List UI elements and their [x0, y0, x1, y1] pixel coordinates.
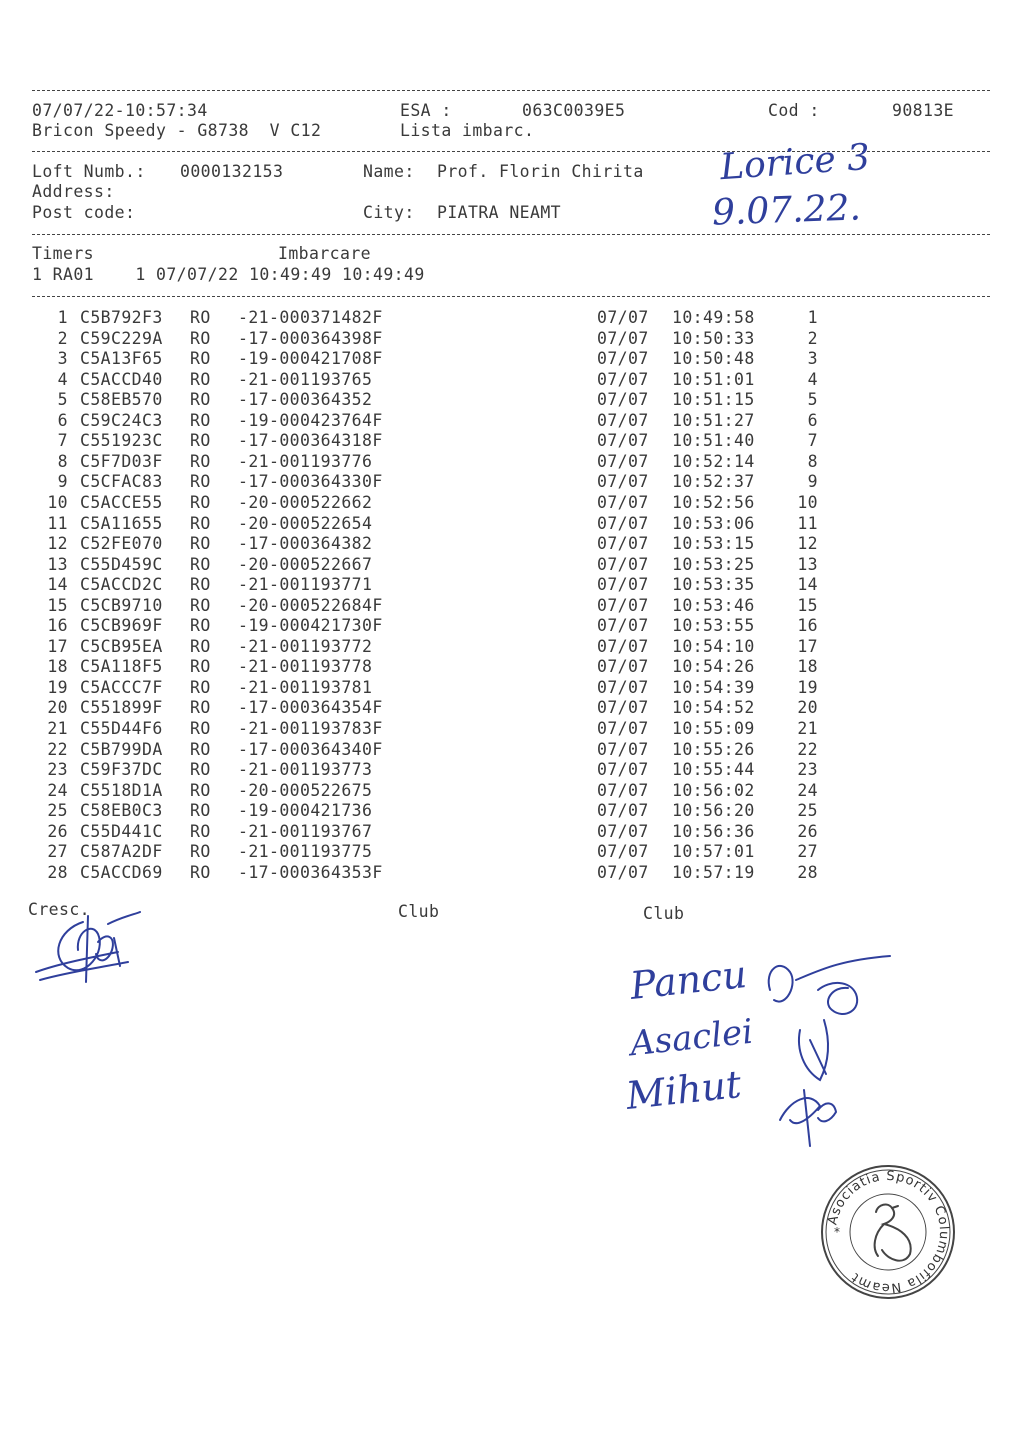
bird-chip-id: C55D441C — [80, 821, 163, 841]
bird-sequence: 17 — [797, 636, 818, 656]
bird-chip-id: C587A2DF — [80, 842, 163, 862]
bird-sequence: 7 — [807, 431, 818, 451]
bird-index: 2 — [57, 328, 68, 348]
bird-date: 07/07 — [597, 821, 649, 841]
bird-country: RO — [190, 472, 211, 492]
bird-chip-id: C5ACCE55 — [80, 492, 163, 512]
bird-sequence: 18 — [797, 657, 818, 677]
bird-sequence: 5 — [807, 390, 818, 410]
embark-label: Imbarcare — [278, 244, 372, 263]
bird-time: 10:55:44 — [672, 760, 755, 780]
bird-chip-id: C59F37DC — [80, 760, 163, 780]
bird-ring-number: -17-000364353F — [238, 862, 383, 882]
bird-country: RO — [190, 554, 211, 574]
bird-country: RO — [190, 431, 211, 451]
bird-time: 10:55:09 — [672, 719, 755, 738]
bird-date: 07/07 — [597, 390, 649, 410]
breeder-label: Cresc. — [28, 900, 91, 919]
bird-date: 07/07 — [597, 698, 649, 718]
top-rule — [32, 90, 990, 91]
bird-index: 5 — [57, 390, 68, 410]
bird-country: RO — [190, 862, 211, 882]
loft-number-label: Loft Numb.: — [32, 162, 146, 181]
bird-ring-number: -19-000421736 — [238, 801, 373, 821]
bird-ring-number: -19-000421708F — [238, 349, 383, 369]
bird-sequence: 27 — [797, 842, 818, 862]
bird-date: 07/07 — [597, 739, 649, 759]
bird-row — [0, 493, 1024, 513]
bird-index: 4 — [57, 369, 68, 389]
bird-sequence: 21 — [797, 719, 818, 738]
timers-rule — [32, 296, 990, 297]
bird-row — [0, 452, 1024, 472]
bird-country: RO — [190, 780, 211, 800]
bird-index: 6 — [57, 410, 68, 430]
bird-country: RO — [190, 390, 211, 410]
bird-date: 07/07 — [597, 451, 649, 471]
bird-ring-number: -17-000364330F — [238, 472, 383, 492]
bird-row — [0, 678, 1024, 698]
bird-country: RO — [190, 410, 211, 430]
bird-row — [0, 863, 1024, 883]
bird-ring-number: -21-000371482F — [238, 308, 383, 327]
bird-chip-id: C5A118F5 — [80, 657, 163, 677]
bird-index: 28 — [47, 862, 68, 882]
bird-sequence: 26 — [797, 821, 818, 841]
bird-time: 10:53:25 — [672, 554, 755, 574]
bird-sequence: 8 — [807, 451, 818, 471]
bird-country: RO — [190, 534, 211, 554]
bird-time: 10:50:33 — [672, 328, 755, 348]
bird-country: RO — [190, 616, 211, 636]
bird-time: 10:50:48 — [672, 349, 755, 369]
bird-sequence: 3 — [807, 349, 818, 369]
bird-time: 10:54:26 — [672, 657, 755, 677]
bird-time: 10:54:10 — [672, 636, 755, 656]
bird-sequence: 15 — [797, 595, 818, 615]
bird-index: 22 — [47, 739, 68, 759]
bird-row — [0, 801, 1024, 821]
bird-time: 10:51:01 — [672, 369, 755, 389]
bird-sequence: 14 — [797, 575, 818, 595]
bird-ring-number: -20-000522675 — [238, 780, 373, 800]
bird-chip-id: C5B799DA — [80, 739, 163, 759]
bird-row — [0, 472, 1024, 492]
bird-time: 10:56:36 — [672, 821, 755, 841]
club-signature-scribbles — [760, 950, 900, 1150]
bird-chip-id: C5ACCD69 — [80, 862, 163, 882]
bird-country: RO — [190, 842, 211, 862]
bird-row — [0, 370, 1024, 390]
bird-ring-number: -20-000522667 — [238, 554, 373, 574]
bird-sequence: 16 — [797, 616, 818, 636]
city-value: PIATRA NEAMT — [437, 203, 562, 222]
bird-date: 07/07 — [597, 431, 649, 451]
club-label-1: Club — [398, 902, 440, 921]
bird-ring-number: -21-001193776 — [238, 451, 373, 471]
bird-chip-id: C5ACCD2C — [80, 575, 163, 595]
bird-row — [0, 637, 1024, 657]
bird-index: 1 — [57, 308, 68, 327]
bird-date: 07/07 — [597, 575, 649, 595]
club-stamp — [818, 1162, 958, 1302]
bird-ring-number: -21-001193775 — [238, 842, 373, 862]
bird-sequence: 24 — [797, 780, 818, 800]
bird-sequence: 9 — [807, 472, 818, 492]
bird-index: 25 — [47, 801, 68, 821]
bird-row — [0, 431, 1024, 451]
name-value: Prof. Florin Chirita — [437, 162, 644, 181]
signature-3: Mihut — [624, 1062, 744, 1118]
bird-time: 10:55:26 — [672, 739, 755, 759]
bird-index: 19 — [47, 677, 68, 697]
bird-time: 10:53:06 — [672, 513, 755, 533]
bird-time: 10:56:20 — [672, 801, 755, 821]
bird-country: RO — [190, 369, 211, 389]
svg-text:Asociatia Sportiv Columbofila: Asociatia Sportiv Columbofila Neamt — [825, 1168, 952, 1296]
bird-ring-number: -21-001193773 — [238, 760, 373, 780]
bird-date: 07/07 — [597, 410, 649, 430]
bird-sequence: 1 — [807, 308, 818, 327]
cod-label: Cod : — [768, 101, 820, 120]
bird-country: RO — [190, 575, 211, 595]
svg-text:*: * — [834, 1225, 840, 1239]
bird-row — [0, 390, 1024, 410]
bird-date: 07/07 — [597, 472, 649, 492]
bird-time: 10:51:40 — [672, 431, 755, 451]
bird-country: RO — [190, 308, 211, 327]
bird-sequence: 12 — [797, 534, 818, 554]
bird-time: 10:54:39 — [672, 677, 755, 697]
bird-sequence: 19 — [797, 677, 818, 697]
bird-sequence: 25 — [797, 801, 818, 821]
bird-chip-id: C5CB95EA — [80, 636, 163, 656]
bird-chip-id: C55D44F6 — [80, 719, 163, 738]
bird-time: 10:53:35 — [672, 575, 755, 595]
bird-row — [0, 781, 1024, 801]
bird-chip-id: C5ACCC7F — [80, 677, 163, 697]
bird-time: 10:51:15 — [672, 390, 755, 410]
breeder-signature — [28, 902, 158, 992]
bird-ring-number: -21-001193772 — [238, 636, 373, 656]
bird-time: 10:57:01 — [672, 842, 755, 862]
bird-row — [0, 657, 1024, 677]
bird-sequence: 4 — [807, 369, 818, 389]
bird-country: RO — [190, 739, 211, 759]
bird-chip-id: C55D459C — [80, 554, 163, 574]
bird-date: 07/07 — [597, 780, 649, 800]
bird-index: 26 — [47, 821, 68, 841]
bird-chip-id: C58EB0C3 — [80, 801, 163, 821]
bird-row — [0, 719, 1024, 739]
bird-ring-number: -17-000364398F — [238, 328, 383, 348]
bird-row — [0, 555, 1024, 575]
bird-time: 10:53:15 — [672, 534, 755, 554]
bird-index: 12 — [47, 534, 68, 554]
bird-country: RO — [190, 677, 211, 697]
bird-sequence: 22 — [797, 739, 818, 759]
bird-time: 10:53:55 — [672, 616, 755, 636]
bird-index: 20 — [47, 698, 68, 718]
bird-date: 07/07 — [597, 719, 649, 738]
bird-index: 11 — [47, 513, 68, 533]
bird-chip-id: C5CFAC83 — [80, 472, 163, 492]
bird-country: RO — [190, 657, 211, 677]
bird-index: 17 — [47, 636, 68, 656]
bird-ring-number: -21-001193778 — [238, 657, 373, 677]
bird-sequence: 28 — [797, 862, 818, 882]
cod-value: 90813E — [892, 101, 955, 120]
bird-time: 10:52:37 — [672, 472, 755, 492]
bird-index: 27 — [47, 842, 68, 862]
bird-date: 07/07 — [597, 657, 649, 677]
bird-chip-id: C5518D1A — [80, 780, 163, 800]
bird-row — [0, 308, 1024, 328]
bird-time: 10:51:27 — [672, 410, 755, 430]
bird-ring-number: -19-000423764F — [238, 410, 383, 430]
bird-index: 3 — [57, 349, 68, 369]
bird-date: 07/07 — [597, 492, 649, 512]
bird-row — [0, 822, 1024, 842]
bird-date: 07/07 — [597, 513, 649, 533]
bird-time: 10:56:02 — [672, 780, 755, 800]
bird-sequence: 13 — [797, 554, 818, 574]
bird-row — [0, 698, 1024, 718]
timer-line: 1 RA01 1 07/07/22 10:49:49 10:49:49 — [32, 265, 425, 284]
bird-sequence: 23 — [797, 760, 818, 780]
bird-chip-id: C551923C — [80, 431, 163, 451]
bird-ring-number: -19-000421730F — [238, 616, 383, 636]
bird-ring-number: -21-001193765 — [238, 369, 373, 389]
bird-date: 07/07 — [597, 616, 649, 636]
bird-sequence: 2 — [807, 328, 818, 348]
signature-2: Asaclei — [628, 1011, 755, 1065]
bird-row — [0, 349, 1024, 369]
bird-date: 07/07 — [597, 369, 649, 389]
esa-label: ESA : — [400, 101, 452, 120]
bird-index: 24 — [47, 780, 68, 800]
bird-date: 07/07 — [597, 349, 649, 369]
bird-date: 07/07 — [597, 328, 649, 348]
bird-chip-id: C551899F — [80, 698, 163, 718]
bird-index: 14 — [47, 575, 68, 595]
bird-chip-id: C5CB969F — [80, 616, 163, 636]
bird-row — [0, 514, 1024, 534]
bird-date: 07/07 — [597, 760, 649, 780]
print-datetime: 07/07/22-10:57:34 — [32, 101, 208, 120]
bird-chip-id: C5ACCD40 — [80, 369, 163, 389]
signature-1: Pancu — [628, 952, 749, 1008]
club-label-2: Club — [643, 904, 685, 923]
bird-country: RO — [190, 760, 211, 780]
handwritten-race-note: Lorice 3 — [718, 136, 872, 189]
bird-ring-number: -17-000364340F — [238, 739, 383, 759]
bird-ring-number: -17-000364382 — [238, 534, 373, 554]
handwritten-date-note: 9.07.22. — [711, 187, 862, 234]
bird-chip-id: C58EB570 — [80, 390, 163, 410]
bird-sequence: 10 — [797, 492, 818, 512]
bird-sequence: 20 — [797, 698, 818, 718]
bird-ring-number: -21-001193767 — [238, 821, 373, 841]
bird-date: 07/07 — [597, 554, 649, 574]
bird-time: 10:53:46 — [672, 595, 755, 615]
bird-row — [0, 760, 1024, 780]
bird-row — [0, 596, 1024, 616]
bird-ring-number: -21-001193783F — [238, 719, 383, 738]
bird-chip-id: C5CB9710 — [80, 595, 163, 615]
bird-ring-number: -17-000364318F — [238, 431, 383, 451]
bird-row — [0, 411, 1024, 431]
bird-country: RO — [190, 821, 211, 841]
bird-index: 9 — [57, 472, 68, 492]
loft-rule — [32, 234, 990, 235]
bird-chip-id: C5A11655 — [80, 513, 163, 533]
bird-chip-id: C52FE070 — [80, 534, 163, 554]
bird-ring-number: -21-001193771 — [238, 575, 373, 595]
bird-index: 10 — [47, 492, 68, 512]
bird-row — [0, 616, 1024, 636]
bird-date: 07/07 — [597, 862, 649, 882]
bird-chip-id: C59C24C3 — [80, 410, 163, 430]
bird-date: 07/07 — [597, 842, 649, 862]
bird-row — [0, 842, 1024, 862]
bird-sequence: 6 — [807, 410, 818, 430]
bird-row — [0, 329, 1024, 349]
bird-index: 15 — [47, 595, 68, 615]
bird-index: 21 — [47, 719, 68, 738]
address-label: Address: — [32, 182, 115, 201]
bird-chip-id: C59C229A — [80, 328, 163, 348]
bird-country: RO — [190, 328, 211, 348]
bird-row — [0, 575, 1024, 595]
esa-value: 063C0039E5 — [522, 101, 626, 120]
bird-date: 07/07 — [597, 677, 649, 697]
bird-ring-number: -20-000522662 — [238, 492, 373, 512]
bird-date: 07/07 — [597, 308, 649, 327]
bird-country: RO — [190, 451, 211, 471]
bird-country: RO — [190, 595, 211, 615]
bird-chip-id: C5B792F3 — [80, 308, 163, 327]
bird-index: 13 — [47, 554, 68, 574]
bird-ring-number: -21-001193781 — [238, 677, 373, 697]
bird-ring-number: -20-000522654 — [238, 513, 373, 533]
bird-country: RO — [190, 636, 211, 656]
bird-country: RO — [190, 513, 211, 533]
bird-date: 07/07 — [597, 801, 649, 821]
bird-ring-number: -17-000364354F — [238, 698, 383, 718]
bird-index: 18 — [47, 657, 68, 677]
bird-country: RO — [190, 801, 211, 821]
bird-row — [0, 740, 1024, 760]
bird-chip-id: C5A13F65 — [80, 349, 163, 369]
bird-time: 10:54:52 — [672, 698, 755, 718]
software-version: Bricon Speedy - G8738 V C12 — [32, 121, 322, 140]
bird-date: 07/07 — [597, 595, 649, 615]
bird-country: RO — [190, 492, 211, 512]
bird-time: 10:57:19 — [672, 862, 755, 882]
bird-index: 8 — [57, 451, 68, 471]
bird-chip-id: C5F7D03F — [80, 451, 163, 471]
bird-date: 07/07 — [597, 534, 649, 554]
timers-title: Timers — [32, 244, 95, 263]
bird-country: RO — [190, 719, 211, 738]
bird-sequence: 11 — [797, 513, 818, 533]
bird-index: 7 — [57, 431, 68, 451]
bird-time: 10:52:56 — [672, 492, 755, 512]
city-label: City: — [363, 203, 415, 222]
name-label: Name: — [363, 162, 415, 181]
bird-index: 16 — [47, 616, 68, 636]
bird-ring-number: -20-000522684F — [238, 595, 383, 615]
postcode-label: Post code: — [32, 203, 136, 222]
bird-row — [0, 534, 1024, 554]
bird-ring-number: -17-000364352 — [238, 390, 373, 410]
list-title: Lista imbarc. — [400, 121, 535, 140]
bird-country: RO — [190, 349, 211, 369]
bird-time: 10:52:14 — [672, 451, 755, 471]
bird-date: 07/07 — [597, 636, 649, 656]
bird-country: RO — [190, 698, 211, 718]
loft-number-value: 0000132153 — [180, 162, 284, 181]
bird-index: 23 — [47, 760, 68, 780]
bird-time: 10:49:58 — [672, 308, 755, 327]
